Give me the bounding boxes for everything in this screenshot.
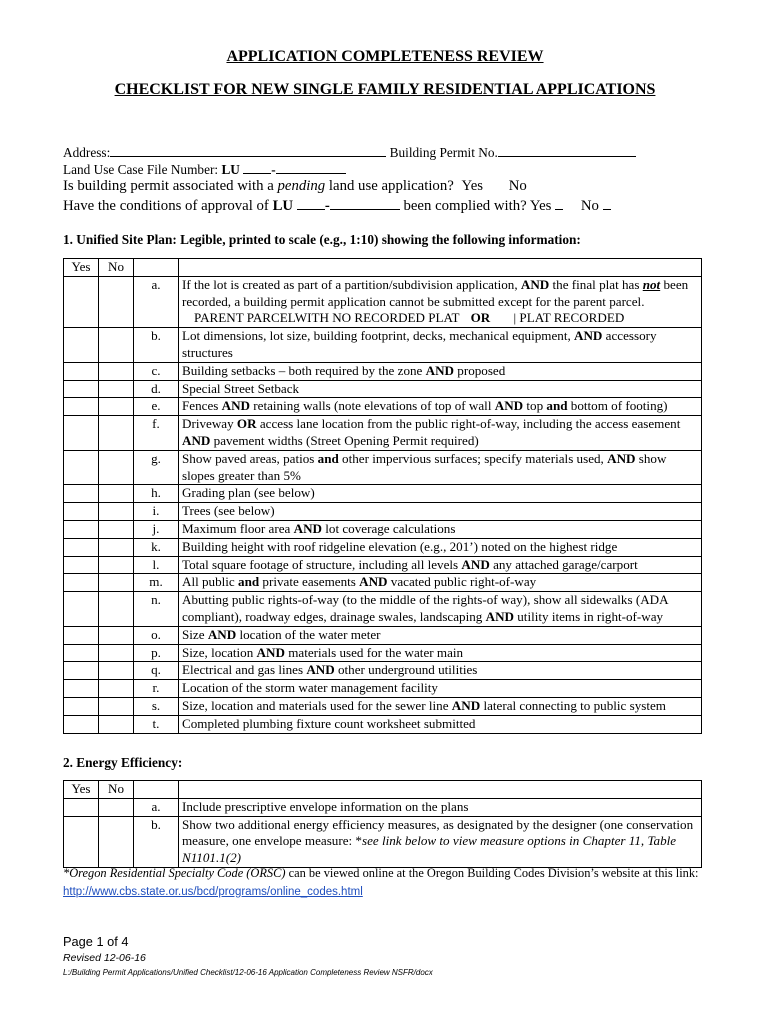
yes-checkbox[interactable]: [64, 662, 99, 680]
conditions-lu-field-2[interactable]: [330, 197, 400, 210]
conditions-text: Have the conditions of approval of: [63, 198, 273, 214]
yes-checkbox[interactable]: [64, 816, 99, 867]
pending-emphasis: pending: [277, 178, 326, 194]
option-parent-parcel[interactable]: PARENT PARCELWITH NO RECORDED PLAT: [194, 310, 460, 326]
item-description: Include prescriptive envelope information on the plans: [179, 798, 702, 816]
item-letter: o.: [134, 626, 179, 644]
no-checkbox[interactable]: [99, 816, 134, 867]
item-letter: f.: [134, 416, 179, 451]
checklist-row-f: [64, 416, 702, 451]
item-letter: k.: [134, 538, 179, 556]
no-checkbox[interactable]: [99, 798, 134, 816]
no-checkbox[interactable]: [99, 538, 134, 556]
item-description: Electrical and gas lines AND other underground utilities: [179, 662, 702, 680]
yes-checkbox[interactable]: [64, 380, 99, 398]
checklist-row-h: [64, 485, 702, 503]
item-letter: d.: [134, 380, 179, 398]
table-header-row: [64, 781, 702, 799]
no-checkbox[interactable]: [99, 520, 134, 538]
address-row: [63, 144, 636, 161]
item-description: Show two additional energy efficiency measures, as designated by the designer (one conservation measure, one envelope measure: *see link below to view measure options in Chapter 11, Table N1101.1(2): [179, 816, 702, 867]
checklist-row-c: [64, 362, 702, 380]
checklist-row-b: [64, 328, 702, 363]
yes-checkbox[interactable]: [64, 556, 99, 574]
pending-question-text: Is building permit associated with a: [63, 178, 278, 194]
yes-checkbox[interactable]: [64, 592, 99, 627]
yes-checkbox[interactable]: [64, 538, 99, 556]
item-letter: e.: [134, 398, 179, 416]
no-checkbox[interactable]: [99, 556, 134, 574]
col-no-header: No: [99, 781, 134, 799]
land-use-label: Land Use Case File Number:: [63, 162, 219, 177]
orsc-note: [63, 864, 703, 901]
no-checkbox[interactable]: [99, 680, 134, 698]
checklist-row-i: [64, 503, 702, 521]
orsc-note-title: *Oregon Residential Specialty Code (ORSC): [63, 866, 286, 880]
item-description: Size AND location of the water meter: [179, 626, 702, 644]
item-description: Building height with roof ridgeline elevation (e.g., 201’) noted on the highest ridge: [179, 538, 702, 556]
section-1-heading: 1. Unified Site Plan: Legible, printed to scale (e.g., 1:10) showing the following information:: [63, 232, 581, 247]
item-letter: c.: [134, 362, 179, 380]
no-checkbox[interactable]: [99, 662, 134, 680]
energy-checklist: [63, 780, 702, 868]
section-2-heading: 2. Energy Efficiency:: [63, 755, 183, 770]
no-checkbox[interactable]: [99, 450, 134, 485]
item-description: Fences AND retaining walls (note elevations of top of wall AND top and bottom of footing): [179, 398, 702, 416]
conditions-question: Have the conditions of approval of LU - been complied with? Yes No: [63, 197, 611, 215]
item-description: Location of the storm water management facility: [179, 680, 702, 698]
item-description: Completed plumbing fixture count worksheet submitted: [179, 715, 702, 733]
no-checkbox[interactable]: [99, 398, 134, 416]
checklist-row-q: [64, 662, 702, 680]
item-letter: b.: [134, 328, 179, 363]
checklist-row-t: [64, 715, 702, 733]
lu-prefix: LU: [221, 162, 240, 177]
item-letter: a.: [134, 276, 179, 327]
no-checkbox[interactable]: [99, 485, 134, 503]
conditions-no-option[interactable]: No: [581, 198, 611, 214]
item-description: If the lot is created as part of a partition/subdivision application, AND the final plat has not been recorded, a building permit application cannot be submitted except for the parent parcel. PARENT PARCELWITH NO RECORDED PLAT OR | PLAT RECORDED: [179, 276, 702, 327]
pending-question: [63, 178, 527, 195]
item-letter: p.: [134, 644, 179, 662]
checklist-row-j: [64, 520, 702, 538]
permit-number-field[interactable]: [498, 144, 636, 157]
item-letter: h.: [134, 485, 179, 503]
item-letter: j.: [134, 520, 179, 538]
no-checkbox[interactable]: [99, 328, 134, 363]
checklist-row-d: [64, 380, 702, 398]
energy-row-a: [64, 798, 702, 816]
yes-checkbox[interactable]: [64, 450, 99, 485]
item-letter: r.: [134, 680, 179, 698]
item-description: Abutting public rights-of-way (to the middle of the rights-of way), show all sidewalks (ADA compliant), roadway edges, drainage swales, landscaping AND utility items in right-of-way: [179, 592, 702, 627]
no-checkbox[interactable]: [99, 697, 134, 715]
yes-checkbox[interactable]: [64, 715, 99, 733]
item-description: Driveway OR access lane location from the public right-of-way, including the access easement AND pavement widths (Street Opening Permit required): [179, 416, 702, 451]
col-yes-header: Yes: [64, 781, 99, 799]
checklist-row-a: [64, 276, 702, 327]
permit-label: Building Permit No.: [389, 145, 498, 160]
page-number: Page 1 of 4: [63, 934, 129, 949]
item-letter: a.: [134, 798, 179, 816]
yes-checkbox[interactable]: [64, 398, 99, 416]
yes-checkbox[interactable]: [64, 276, 99, 327]
checklist-row-g: [64, 450, 702, 485]
item-description: Total square footage of structure, including all levels AND any attached garage/carport: [179, 556, 702, 574]
address-field[interactable]: [110, 144, 386, 157]
yes-checkbox[interactable]: [64, 485, 99, 503]
yes-checkbox[interactable]: [64, 574, 99, 592]
lu-field-1[interactable]: [243, 161, 271, 174]
yes-checkbox[interactable]: [64, 626, 99, 644]
checklist-row-l: [64, 556, 702, 574]
yes-checkbox[interactable]: [64, 798, 99, 816]
yes-checkbox[interactable]: [64, 416, 99, 451]
no-checkbox[interactable]: [99, 715, 134, 733]
document-title: APPLICATION COMPLETENESS REVIEW: [226, 48, 544, 65]
no-checkbox[interactable]: [99, 380, 134, 398]
no-checkbox[interactable]: [99, 574, 134, 592]
no-checkbox[interactable]: [99, 503, 134, 521]
item-description: All public and private easements AND vacated public right-of-way: [179, 574, 702, 592]
site-plan-checklist: [63, 258, 702, 734]
checklist-row-p: [64, 644, 702, 662]
item-description: Building setbacks – both required by the zone AND proposed: [179, 362, 702, 380]
conditions-lu-field-1[interactable]: [297, 197, 325, 210]
pending-yes-option[interactable]: Yes: [461, 178, 484, 194]
yes-checkbox[interactable]: [64, 697, 99, 715]
item-letter: t.: [134, 715, 179, 733]
item-description: Size, location and materials used for the sewer line AND lateral connecting to public system: [179, 697, 702, 715]
lu-field-2[interactable]: [276, 161, 346, 174]
no-checkbox[interactable]: [99, 592, 134, 627]
conditions-yes-option[interactable]: Yes: [530, 198, 563, 214]
checklist-row-m: [64, 574, 702, 592]
no-checkbox[interactable]: [99, 626, 134, 644]
no-checkbox[interactable]: [99, 416, 134, 451]
item-description: Trees (see below): [179, 503, 702, 521]
item-description: Special Street Setback: [179, 380, 702, 398]
energy-row-b: [64, 816, 702, 867]
yes-checkbox[interactable]: [64, 503, 99, 521]
item-letter: g.: [134, 450, 179, 485]
checklist-row-s: [64, 697, 702, 715]
item-description: Maximum floor area AND lot coverage calculations: [179, 520, 702, 538]
item-letter: b.: [134, 816, 179, 867]
yes-checkbox[interactable]: [64, 520, 99, 538]
yes-checkbox[interactable]: [64, 328, 99, 363]
orsc-note-text: can be viewed online at the Oregon Building Codes Division’s website at this link:: [285, 866, 699, 880]
item-letter: n.: [134, 592, 179, 627]
document-subtitle: CHECKLIST FOR NEW SINGLE FAMILY RESIDENTIAL APPLICATIONS: [114, 81, 656, 98]
checklist-row-o: [64, 626, 702, 644]
no-checkbox[interactable]: [99, 644, 134, 662]
item-letter: s.: [134, 697, 179, 715]
item-description: Show paved areas, patios and other impervious surfaces; specify materials used, AND show slopes greater than 5%: [179, 450, 702, 485]
yes-checkbox[interactable]: [64, 362, 99, 380]
checklist-row-k: [64, 538, 702, 556]
orsc-link[interactable]: http://www.cbs.state.or.us/bcd/programs/online_codes.html: [63, 886, 363, 898]
conditions-text-tail: been complied with?: [399, 198, 527, 214]
pending-no-option[interactable]: No: [508, 178, 527, 194]
checklist-row-e: [64, 398, 702, 416]
item-letter: i.: [134, 503, 179, 521]
pending-question-tail: land use application?: [325, 178, 454, 194]
checklist-row-r: [64, 680, 702, 698]
yes-checkbox[interactable]: [64, 644, 99, 662]
land-use-row: Land Use Case File Number: LU -: [63, 161, 346, 178]
no-checkbox[interactable]: [99, 362, 134, 380]
yes-checkbox[interactable]: [64, 680, 99, 698]
option-plat-recorded[interactable]: | PLAT RECORDED: [513, 310, 625, 326]
file-path: L:/Building Permit Applications/Unified Checklist/12-06-16 Application Completeness Review NSFR/docx: [63, 968, 433, 977]
item-letter: l.: [134, 556, 179, 574]
item-description: Lot dimensions, lot size, building footprint, decks, mechanical equipment, AND accessory structures: [179, 328, 702, 363]
item-description: Grading plan (see below): [179, 485, 702, 503]
no-checkbox[interactable]: [99, 276, 134, 327]
item-letter: m.: [134, 574, 179, 592]
table-header-row: [64, 259, 702, 277]
checklist-row-n: [64, 592, 702, 627]
revision-date: Revised 12-06-16: [63, 952, 146, 964]
item-description: Size, location AND materials used for the water main: [179, 644, 702, 662]
item-letter: q.: [134, 662, 179, 680]
address-label: Address:: [63, 145, 111, 160]
conditions-lu-prefix: LU: [272, 198, 294, 214]
col-no-header: No: [99, 259, 134, 277]
col-yes-header: Yes: [64, 259, 99, 277]
